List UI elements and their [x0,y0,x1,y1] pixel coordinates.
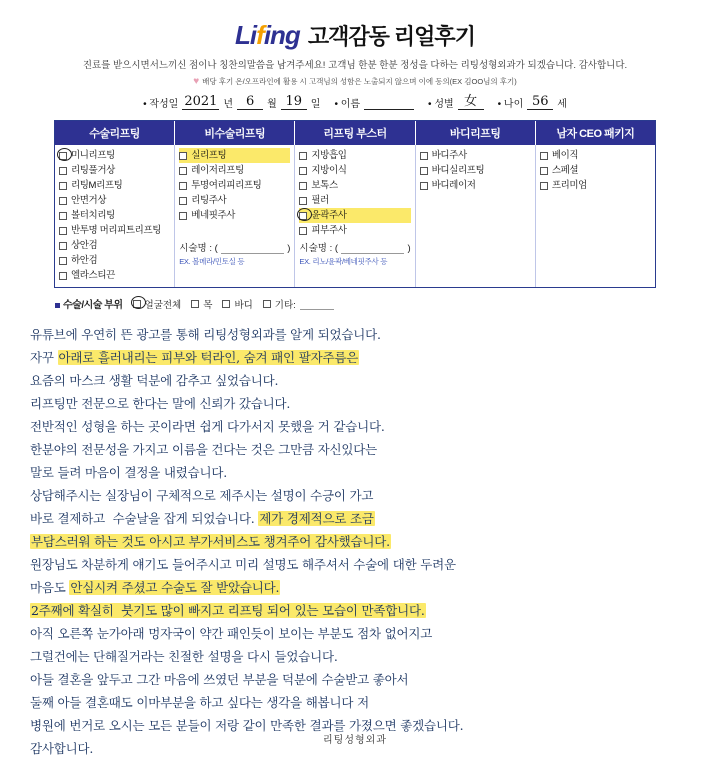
checkbox-item[interactable] [540,178,651,193]
review-line [28,369,688,392]
checkbox-icon[interactable] [59,167,67,175]
checkbox-icon[interactable] [179,212,187,220]
review-line [28,415,688,438]
handwritten-review [28,323,688,760]
procedure-name-input[interactable] [341,242,404,254]
procedure-name-field[interactable] [299,240,410,254]
checkbox-label: 리팅풀거상 [71,164,115,176]
review-line [28,622,688,645]
checkbox-icon[interactable] [59,197,67,205]
year-unit: 년 [223,99,234,110]
header-note: 배당 후기 온/오프라인에 활용 시 고객님의 성함은 노출되지 않으며 이에 동의(EX 김OO님의 후기) [202,77,517,86]
table-header-cell: 비수술리프팅 [175,121,295,145]
highlighted-text: 아래로 흘러내리는 피부와 턱라인, 숨겨 패인 팔자주름은 [58,350,359,365]
review-text: 말로 들려 마음이 결정을 내렸습니다. [30,465,227,480]
column-male-ceo-package [536,145,655,287]
checkbox-item[interactable] [299,223,410,238]
checkbox-icon[interactable] [179,197,187,205]
region-option-other[interactable] [263,297,334,311]
checkbox-label: 필러 [311,194,329,206]
date-label: • 작성일 [143,99,179,110]
procedure-name-close: ) [407,243,411,254]
checkbox-item[interactable] [540,163,651,178]
checkbox-item[interactable] [299,178,410,193]
checkbox-icon[interactable] [59,272,67,280]
checkbox-item[interactable] [59,208,170,223]
review-text: 아들 결혼을 앞두고 그간 마음에 쓰였던 부분을 덕분에 수술받고 좋아서 [30,672,409,687]
review-line [28,530,688,553]
review-line [28,438,688,461]
checkbox-icon[interactable] [59,212,67,220]
checkbox-icon[interactable] [299,152,307,160]
header-title-row [0,20,710,51]
checkbox-item[interactable] [299,163,410,178]
clinic-footer: 리팅성형외과 [323,735,387,746]
checkbox-item[interactable] [420,163,531,178]
date-year-value[interactable]: 2021 [184,94,218,109]
checkbox-icon[interactable] [59,242,67,250]
procedure-name-label: 시술명 : ( [179,243,218,254]
header-note-row [0,76,710,87]
review-line [28,553,688,576]
date-month-value[interactable]: 6 [237,95,263,110]
column-lifting-booster [295,145,415,287]
checkbox-label: 바디실리프팅 [431,164,485,176]
checkbox-icon[interactable] [299,182,307,190]
checkbox-item[interactable] [179,208,290,223]
checkbox-label: 보톡스 [311,179,338,191]
checkbox-label: 지방흡입 [311,149,347,161]
month-unit: 월 [267,99,277,110]
checkbox-label: 스페셜 [551,164,579,176]
highlighted-text: 안심시켜 주셨고 수술도 잘 받았습니다. [70,580,280,595]
checkbox-item[interactable] [299,148,410,163]
checkbox-item[interactable] [179,193,290,208]
checkbox-item[interactable] [59,193,170,208]
procedure-name-label: 시술명 : ( [299,243,339,254]
region-row [55,296,655,311]
procedure-table [54,120,656,288]
checkbox-label: 리팅M리프팅 [71,179,123,191]
checkbox-icon[interactable] [59,182,67,190]
checkbox-label: 바디레이저 [431,179,476,191]
checkbox-label: 미니리프팅 [71,149,115,161]
checkbox-label: 베네핏주사 [191,209,236,221]
form-header [0,0,710,87]
procedure-name-close: ) [287,243,291,254]
region-title: 수술/시술 부위 [55,296,123,311]
review-text: 병원에 번거로 오시는 모든 분들이 저랑 같이 만족한 결과를 가졌으면 좋겠습니다. [30,718,464,733]
age-label: • 나이 [497,99,524,110]
checkbox-item[interactable] [299,208,410,223]
procedure-name-field[interactable] [179,240,290,254]
checkbox-item[interactable] [540,148,651,163]
checkbox-item[interactable] [420,178,531,193]
checkbox-item[interactable] [59,223,170,238]
review-text: 유튜브에 우연히 뜬 광고를 통해 리팅성형외과를 알게 되었습니다. [30,327,381,342]
region-option-neck[interactable] [191,297,212,311]
checkbox-icon[interactable] [299,212,307,220]
page-title: 고객감동 리얼후기 [307,24,475,49]
gender-value[interactable]: 女 [458,95,484,110]
table-header-row [55,121,655,145]
checkbox-icon[interactable] [191,300,199,308]
day-unit: 일 [310,99,321,110]
checkbox-item[interactable] [59,178,170,193]
checkbox-label: 베이직 [551,149,579,161]
column-surgical-lifting [55,145,175,287]
checkbox-label: 엘라스티끈 [71,269,115,281]
checkbox-icon[interactable] [263,300,271,308]
checkbox-label: 하안검 [71,254,98,266]
review-text: 전반적인 성형을 하는 곳이라면 쉽게 다가서지 못했을 거 같습니다. [30,419,385,434]
meta-row [120,95,590,110]
checkbox-icon[interactable] [420,182,428,190]
checkbox-item[interactable] [59,148,170,163]
review-text: 상담해주시는 실장님이 구체적으로 제주시는 설명이 수긍이 가고 [30,488,374,503]
age-unit: 세 [557,99,567,110]
checkbox-icon[interactable] [59,257,67,265]
checkbox-label: 투명여리피리프팅 [191,179,262,191]
region-option-face[interactable] [133,297,182,311]
checkbox-icon[interactable] [179,152,187,160]
checkbox-label: 윤곽주사 [311,209,347,221]
checkbox-item[interactable] [59,253,170,268]
checkbox-label: 볼터치리팅 [71,209,115,221]
checkbox-icon[interactable] [540,167,548,175]
review-line [28,576,688,599]
region-option-label: 얼굴전체 [144,299,182,311]
region-option-label: 바디 [234,299,253,311]
date-day-value[interactable]: 19 [281,95,307,110]
region-option-body[interactable] [222,297,252,311]
checkbox-label: 레이저리프팅 [191,164,244,176]
checkbox-item[interactable] [420,148,531,163]
name-value[interactable] [364,109,414,110]
checkbox-item[interactable] [179,178,290,193]
table-header-cell: 리프팅 부스터 [295,121,415,145]
highlighted-text: 제가 경제적으로 조금 [259,511,374,526]
review-line [28,346,688,369]
checkbox-label: 프리미엄 [551,179,587,191]
review-line [28,645,688,668]
checkbox-icon[interactable] [299,227,307,235]
heart-icon: ♥ [193,76,200,87]
checkbox-icon[interactable] [299,197,307,205]
checkbox-icon[interactable] [420,152,428,160]
region-option-label: 목 [203,299,213,311]
example-text: EX. 리노/윤곽/베네핏주사 등 [299,257,388,266]
checkbox-label: 리팅주사 [191,194,227,206]
checkbox-label: 반투명 머리피트리프팅 [71,224,162,236]
review-line [28,323,688,346]
review-text: 감사합니다. [30,741,94,756]
checkbox-icon[interactable] [540,182,548,190]
table-header-cell: 남자 CEO 패키지 [536,121,655,145]
table-header-cell: 수술리프팅 [55,121,175,145]
checkbox-icon[interactable] [222,300,230,308]
checkbox-icon[interactable] [179,167,187,175]
highlighted-text: 부담스러워 하는 것도 아시고 부가서비스도 챙겨주어 감사했습니다. [31,534,390,549]
review-text: 요즘의 마스크 생활 덕분에 감추고 싶었습니다. [30,373,279,388]
highlighted-text: 2주째에 확실히 붓기도 많이 빠지고 리프팅 되어 있는 모습이 만족합니다. [31,603,425,618]
checkbox-icon[interactable] [540,152,548,160]
review-text: 자꾸 [30,350,58,365]
review-text: 그럴건에는 단해질거라는 친절한 설명을 다시 들었습니다. [30,649,338,664]
checkbox-label: 상안검 [71,239,98,251]
region-other-input[interactable] [300,298,334,310]
brand-logo: Lifing [235,20,300,50]
review-text: 리프팅만 전문으로 한다는 말에 신뢰가 갔습니다. [30,396,291,411]
header-subtitle: 진료를 받으시면서느끼신 점이나 칭찬의말씀을 남겨주세요! 고객님 한분 한분 정성을 다하는 리팅성형외과가 되겠습니다. 감사합니다. [82,60,628,71]
checkbox-item[interactable] [59,268,170,283]
name-label: • 이름 [334,99,361,110]
checkbox-label: 바디주사 [431,149,467,161]
checkbox-label: 피부주사 [311,224,347,236]
review-line [28,668,688,691]
column-nonsurgical-lifting [175,145,295,287]
review-text: 둘째 아들 결혼때도 이마부분을 하고 싶다는 생각을 해봅니다 저 [30,695,369,710]
table-header-cell: 바디리프팅 [416,121,536,145]
review-text: 바로 결제하고 수술날을 잡게 되었습니다. [30,511,259,526]
checkbox-label: 안면거상 [71,194,107,206]
checkbox-icon[interactable] [420,167,428,175]
review-text: 마음도 [30,580,70,595]
checkbox-item[interactable] [179,163,290,178]
age-value[interactable]: 56 [527,95,553,110]
checkbox-icon[interactable] [59,227,67,235]
review-line [28,461,688,484]
table-body-row [55,145,655,287]
checkbox-label: 지방이식 [311,164,347,176]
review-text: 아직 오른쪽 눈가아래 멍자국이 약간 패인듯이 보이는 부분도 점차 없어지고 [30,626,433,641]
example-text: EX. 볼메라/민토실 등 [179,257,245,266]
review-text: 한분야의 전문성을 가지고 이름을 건다는 것은 그만큼 자신있다는 [30,442,378,457]
checkbox-item[interactable] [59,238,170,253]
checkbox-icon[interactable] [179,182,187,190]
checkbox-item[interactable] [59,163,170,178]
review-line [28,392,688,415]
procedure-name-input[interactable] [221,242,284,254]
review-line [28,484,688,507]
checkbox-item[interactable] [179,148,290,163]
bullet-icon [55,303,60,308]
review-line [28,691,688,714]
gender-label: • 성별 [428,99,454,110]
checkbox-item[interactable] [299,193,410,208]
checkbox-icon[interactable] [59,152,67,160]
checkbox-icon[interactable] [299,167,307,175]
review-line [28,507,688,530]
review-line [28,599,688,622]
region-option-label: 기타: [274,299,296,311]
checkbox-icon[interactable] [133,300,141,308]
checkbox-label: 실리프팅 [191,149,227,161]
review-text: 원장님도 차분하게 얘기도 들어주시고 미리 설명도 해주셔서 수술에 대한 두려운 [30,557,456,572]
column-body-lifting [416,145,536,287]
